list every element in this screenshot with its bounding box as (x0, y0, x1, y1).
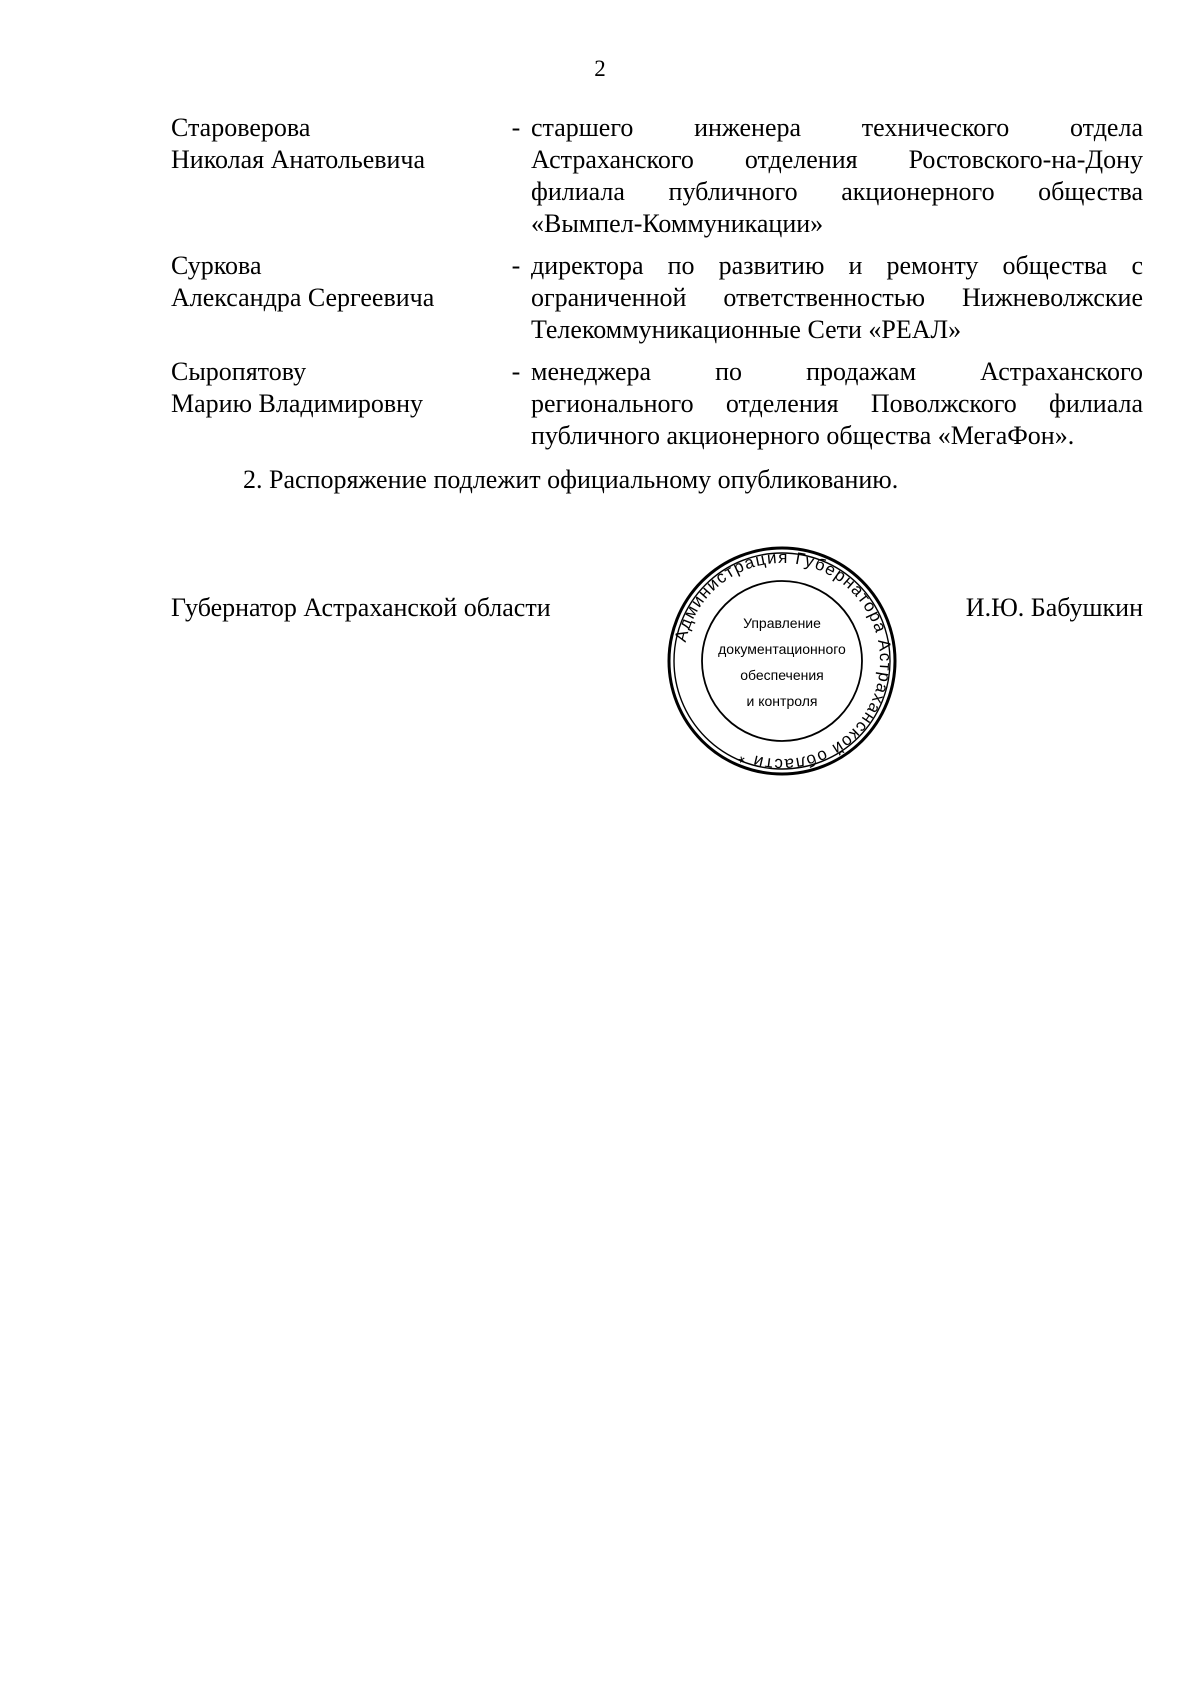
appointee-surname: Суркова (171, 251, 262, 280)
position-line: директора по развитию и ремонту общества с (531, 251, 1143, 280)
seal-inner-ring (702, 581, 862, 741)
official-seal (666, 545, 898, 777)
signatory-title: Губернатор Астраханской области (171, 593, 551, 622)
appointee-name (171, 112, 501, 176)
position-line: филиала публичного акционерного общества (531, 177, 1143, 206)
appointee-dash: - (511, 113, 521, 142)
seal-center-line: документационного (718, 641, 846, 657)
seal-ring-text-path: Администрация Губернатора Астраханской области * (670, 547, 896, 775)
seal-center-line: обеспечения (740, 667, 824, 683)
position-line: ограниченной ответственностью Нижневолжские (531, 283, 1143, 312)
appointee-surname: Староверова (171, 113, 311, 142)
position-line: публичного акционерного общества «МегаФон». (531, 421, 1075, 450)
appointee-row (171, 356, 1143, 452)
position-line: Астраханского отделения Ростовского-на-Дону (531, 145, 1143, 174)
appointee-position (531, 356, 1143, 452)
appointee-list (171, 112, 1143, 462)
appointee-name (171, 250, 501, 314)
appointee-position (531, 250, 1143, 346)
page-number: 2 (594, 56, 606, 81)
position-line: менеджера по продажам Астраханского (531, 357, 1143, 386)
position-line: регионального отделения Поволжского филиала (531, 389, 1143, 418)
position-line: Телекоммуникационные Сети «РЕАЛ» (531, 315, 962, 344)
position-line: старшего инженера технического отдела (531, 113, 1143, 142)
publication-clause: 2. Распоряжение подлежит официальному опубликованию. (243, 465, 899, 494)
appointee-dash: - (511, 251, 521, 280)
appointee-position (531, 112, 1143, 240)
appointee-given-names: Марию Владимировну (171, 389, 424, 418)
seal-graphic (666, 545, 898, 777)
signatory-name: И.Ю. Бабушкин (965, 593, 1143, 622)
appointee-surname: Сыропятову (171, 357, 307, 386)
appointee-name (171, 356, 501, 420)
position-line: «Вымпел-Коммуникации» (531, 209, 824, 238)
appointee-given-names: Николая Анатольевича (171, 145, 426, 174)
seal-center-line: и контроля (746, 693, 818, 709)
appointee-row (171, 250, 1143, 346)
appointee-given-names: Александра Сергеевича (171, 283, 435, 312)
appointee-dash: - (511, 357, 521, 386)
appointee-row (171, 112, 1143, 240)
seal-center-line: Управление (743, 615, 821, 631)
